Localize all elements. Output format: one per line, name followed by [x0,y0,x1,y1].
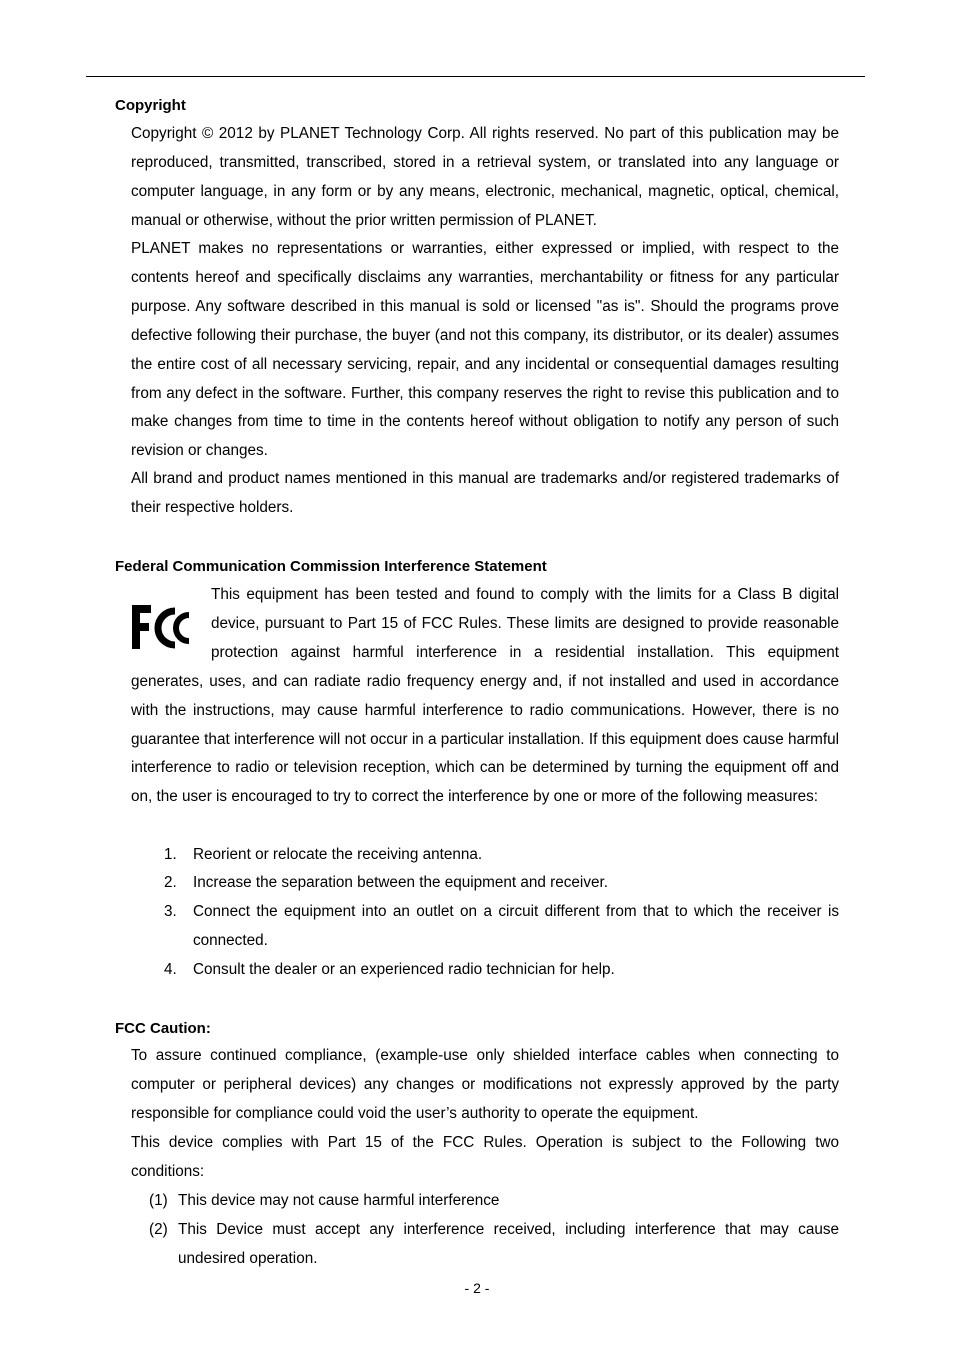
measure-text: Reorient or relocate the receiving antenna. [193,846,483,863]
measure-number: 1. [164,846,177,863]
fcc-caution-heading: FCC Caution: [115,1020,211,1037]
copyright-paragraph-2: PLANET makes no representations or warranties, either expressed or implied, with respect to the contents hereof and specifically disclaims any warranties, merchantability or fitness for any particular purpose. Any software described in this manual is sold or licensed "as is". Should the programs prove defective following their purchase, the buyer (and not this company, its distributor, or its dealer) assumes the entire cost of all necessary servicing, repair, and any incidental or consequential damages resulting from any defect in the software. Further, this company reserves the right to revise this publication and to make changes from time to time in the contents hereof without obligation to notify any person of such revision or changes. [131,240,839,460]
measure-text: Increase the separation between the equipment and receiver. [193,874,608,891]
measure-text: Consult the dealer or an experienced radio technician for help. [193,961,615,978]
header-rule [86,76,865,77]
measure-number: 2. [164,874,177,891]
fcc-statement-paragraph [131,581,839,812]
fcc-statement-heading: Federal Communication Commission Interference Statement [115,558,547,575]
measure-number: 3. [164,903,177,920]
measure-text: Connect the equipment into an outlet on a circuit different from that to which the receiver is connected. [193,903,839,949]
condition-number: (2) [149,1221,168,1238]
condition-number: (1) [149,1192,168,1209]
measure-number: 4. [164,961,177,978]
condition-text: This device may not cause harmful interference [178,1192,500,1209]
fcc-logo-icon [131,593,197,663]
copyright-heading: Copyright [115,97,186,114]
condition-text: This Device must accept any interference received, including interference that may cause undesired operation. [178,1221,839,1267]
fcc-caution-paragraph-2: This device complies with Part 15 of the FCC Rules. Operation is subject to the Following two conditions: [131,1134,839,1180]
copyright-paragraph-1: Copyright © 2012 by PLANET Technology Corp. All rights reserved. No part of this publication may be reproduced, transmitted, transcribed, stored in a retrieval system, or translated into any language or computer language, in any form or by any means, electronic, mechanical, magnetic, optical, chemical, manual or otherwise, without the prior written permission of PLANET. [131,125,839,229]
fcc-caution-paragraph-1: To assure continued compliance, (example-use only shielded interface cables when connecting to computer or peripheral devices) any changes or modifications not expressly approved by the party responsible for compliance could void the user’s authority to operate the equipment. [131,1047,839,1122]
fcc-statement-text: This equipment has been tested and found to comply with the limits for a Class B digital device, pursuant to Part 15 of FCC Rules. These limits are designed to provide reasonable protection against harmful interference in a residential installation. This equipment generates, uses, and can radiate radio frequency energy and, if not installed and used in accordance with the instructions, may cause harmful interference to radio communications. However, there is no guarantee that interference will not occur in a particular installation. If this equipment does cause harmful interference to radio or television reception, which can be determined by turning the equipment off and on, the user is encouraged to try to correct the interference by one or more of the following measures: [131,586,839,806]
page-number: - 2 - [464,1280,490,1296]
copyright-paragraph-3: All brand and product names mentioned in this manual are trademarks and/or registered trademarks of their respective holders. [131,470,839,516]
